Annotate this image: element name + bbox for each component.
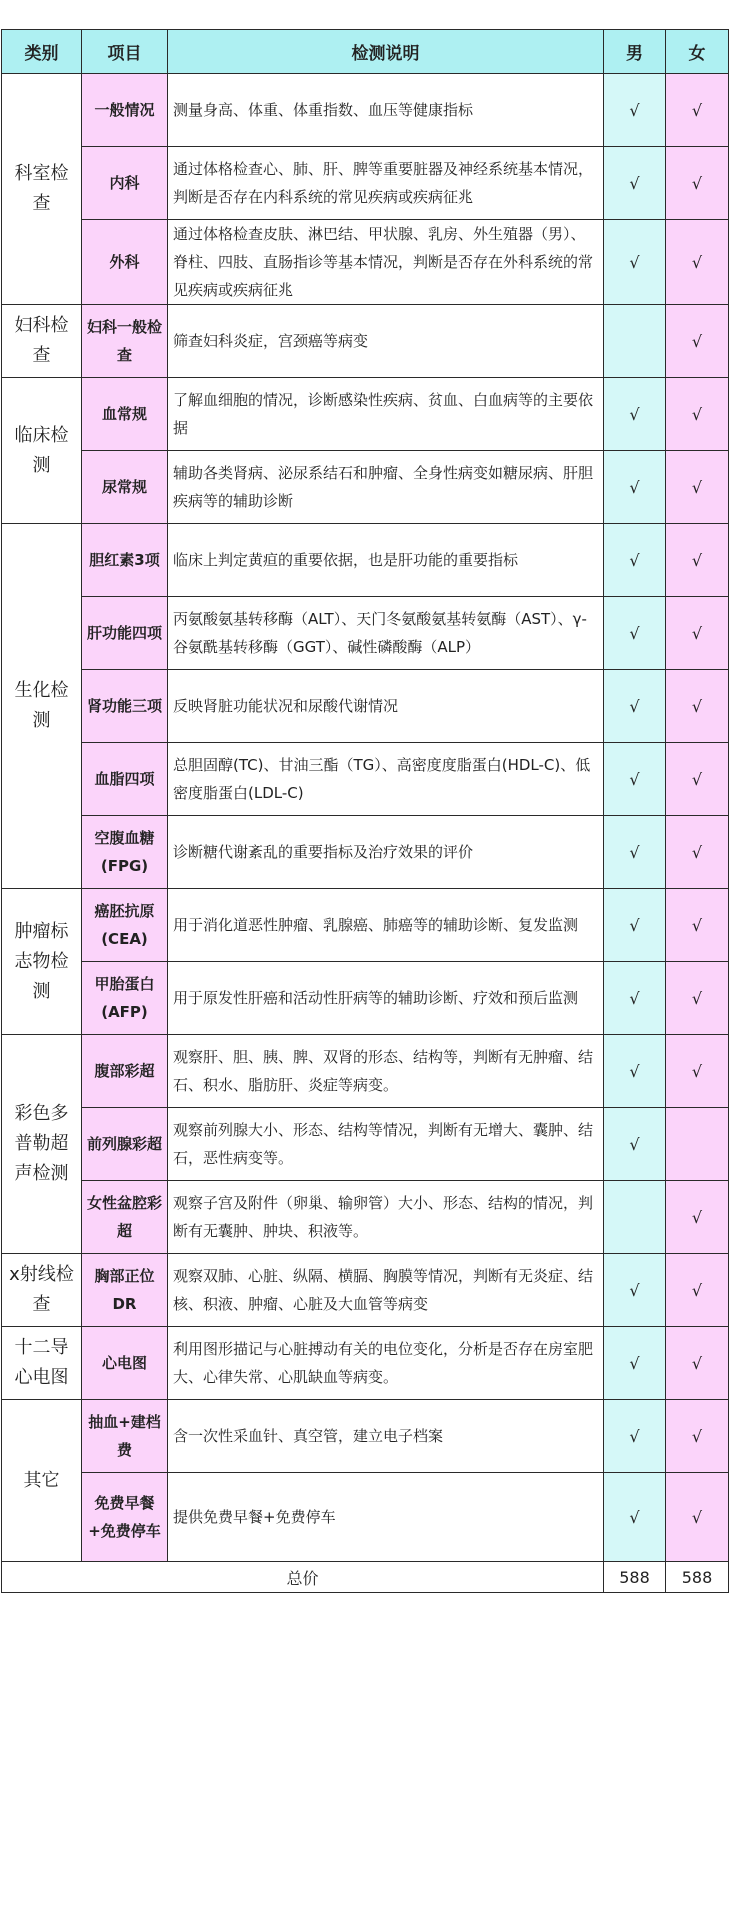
item-cell: 胸部正位DR [82, 1254, 168, 1327]
table-row [2, 220, 729, 305]
table-row [2, 670, 729, 743]
table-row [2, 816, 729, 889]
item-cell: 女性盆腔彩超 [82, 1181, 168, 1254]
male-check-cell: √ [604, 670, 666, 743]
description-cell: 观察双肺、心脏、纵隔、横膈、胸膜等情况，判断有无炎症、结核、积液、肿瘤、心脏及大血管等病变 [168, 1254, 604, 1327]
table-row [2, 147, 729, 220]
male-check-cell: √ [604, 889, 666, 962]
male-check-cell [604, 1181, 666, 1254]
table-row [2, 378, 729, 451]
male-check-cell: √ [604, 1327, 666, 1400]
table-row [2, 889, 729, 962]
header-female: 女 [666, 30, 729, 74]
table-row [2, 1473, 729, 1562]
item-cell: 空腹血糖(FPG) [82, 816, 168, 889]
table-row [2, 962, 729, 1035]
item-cell: 外科 [82, 220, 168, 305]
female-check-cell: √ [666, 1327, 729, 1400]
description-cell: 含一次性采血针、真空管，建立电子档案 [168, 1400, 604, 1473]
item-cell: 癌胚抗原(CEA) [82, 889, 168, 962]
female-check-cell: √ [666, 1035, 729, 1108]
item-cell: 肾功能三项 [82, 670, 168, 743]
category-cell: 十二导心电图 [2, 1327, 82, 1400]
female-check-cell: √ [666, 1254, 729, 1327]
description-cell: 了解血细胞的情况，诊断感染性疾病、贫血、白血病等的主要依据 [168, 378, 604, 451]
table-row [2, 74, 729, 147]
item-cell: 抽血+建档费 [82, 1400, 168, 1473]
description-cell: 丙氨酸氨基转移酶（ALT）、天门冬氨酸氨基转氨酶（AST）、γ-谷氨酰基转移酶（GGT）、碱性磷酸酶（ALP） [168, 597, 604, 670]
item-cell: 一般情况 [82, 74, 168, 147]
female-check-cell: √ [666, 597, 729, 670]
category-cell: 肿瘤标志物检测 [2, 889, 82, 1035]
item-cell: 血脂四项 [82, 743, 168, 816]
female-check-cell [666, 1108, 729, 1181]
header-male: 男 [604, 30, 666, 74]
table-row [2, 1327, 729, 1400]
description-cell: 利用图形描记与心脏搏动有关的电位变化，分析是否存在房室肥大、心律失常、心肌缺血等病变。 [168, 1327, 604, 1400]
female-check-cell: √ [666, 305, 729, 378]
male-check-cell: √ [604, 74, 666, 147]
female-check-cell: √ [666, 1400, 729, 1473]
male-check-cell: √ [604, 220, 666, 305]
exam-package-table [1, 29, 729, 1593]
female-check-cell: √ [666, 220, 729, 305]
total-row [2, 1562, 729, 1593]
table-row [2, 1181, 729, 1254]
table-row [2, 1254, 729, 1327]
category-cell: 科室检查 [2, 74, 82, 305]
description-cell: 诊断糖代谢紊乱的重要指标及治疗效果的评价 [168, 816, 604, 889]
item-cell: 心电图 [82, 1327, 168, 1400]
female-check-cell: √ [666, 147, 729, 220]
table-row [2, 597, 729, 670]
item-cell: 血常规 [82, 378, 168, 451]
item-cell: 内科 [82, 147, 168, 220]
category-cell: 生化检测 [2, 524, 82, 889]
total-female-price: 588 [666, 1562, 729, 1593]
description-cell: 观察肝、胆、胰、脾、双肾的形态、结构等，判断有无肿瘤、结石、积水、脂肪肝、炎症等病变。 [168, 1035, 604, 1108]
male-check-cell: √ [604, 1400, 666, 1473]
description-cell: 反映肾脏功能状况和尿酸代谢情况 [168, 670, 604, 743]
male-check-cell [604, 305, 666, 378]
table-row [2, 743, 729, 816]
item-cell: 前列腺彩超 [82, 1108, 168, 1181]
description-cell: 用于原发性肝癌和活动性肝病等的辅助诊断、疗效和预后监测 [168, 962, 604, 1035]
item-cell: 腹部彩超 [82, 1035, 168, 1108]
male-check-cell: √ [604, 816, 666, 889]
female-check-cell: √ [666, 1473, 729, 1562]
male-check-cell: √ [604, 147, 666, 220]
item-cell: 甲胎蛋白(AFP) [82, 962, 168, 1035]
item-cell: 妇科一般检查 [82, 305, 168, 378]
item-cell: 尿常规 [82, 451, 168, 524]
male-check-cell: √ [604, 597, 666, 670]
table-row [2, 1108, 729, 1181]
table-row [2, 524, 729, 597]
item-cell: 免费早餐+免费停车 [82, 1473, 168, 1562]
female-check-cell: √ [666, 74, 729, 147]
description-cell: 通过体格检查心、肺、肝、脾等重要脏器及神经系统基本情况，判断是否存在内科系统的常见疾病或疾病征兆 [168, 147, 604, 220]
description-cell: 辅助各类肾病、泌尿系结石和肿瘤、全身性病变如糖尿病、肝胆疾病等的辅助诊断 [168, 451, 604, 524]
male-check-cell: √ [604, 962, 666, 1035]
male-check-cell: √ [604, 1108, 666, 1181]
description-cell: 总胆固醇(TC)、甘油三酯（TG）、高密度度脂蛋白(HDL-C)、低密度脂蛋白(LDL-C) [168, 743, 604, 816]
female-check-cell: √ [666, 889, 729, 962]
female-check-cell: √ [666, 962, 729, 1035]
female-check-cell: √ [666, 743, 729, 816]
male-check-cell: √ [604, 524, 666, 597]
description-cell: 观察前列腺大小、形态、结构等情况，判断有无增大、囊肿、结石，恶性病变等。 [168, 1108, 604, 1181]
female-check-cell: √ [666, 451, 729, 524]
female-check-cell: √ [666, 816, 729, 889]
female-check-cell: √ [666, 524, 729, 597]
table-header-row [2, 30, 729, 74]
header-description: 检测说明 [168, 30, 604, 74]
table-row [2, 1400, 729, 1473]
total-male-price: 588 [604, 1562, 666, 1593]
male-check-cell: √ [604, 451, 666, 524]
description-cell: 用于消化道恶性肿瘤、乳腺癌、肺癌等的辅助诊断、复发监测 [168, 889, 604, 962]
male-check-cell: √ [604, 1473, 666, 1562]
category-cell: 妇科检查 [2, 305, 82, 378]
category-cell: 彩色多普勒超声检测 [2, 1035, 82, 1254]
description-cell: 通过体格检查皮肤、淋巴结、甲状腺、乳房、外生殖器（男）、脊柱、四肢、直肠指诊等基本情况，判断是否存在外科系统的常见疾病或疾病征兆 [168, 220, 604, 305]
male-check-cell: √ [604, 1254, 666, 1327]
total-label: 总价 [2, 1562, 604, 1593]
item-cell: 肝功能四项 [82, 597, 168, 670]
category-cell: 其它 [2, 1400, 82, 1562]
table-row [2, 305, 729, 378]
category-cell: 临床检测 [2, 378, 82, 524]
header-item: 项目 [82, 30, 168, 74]
description-cell: 临床上判定黄疸的重要依据，也是肝功能的重要指标 [168, 524, 604, 597]
description-cell: 观察子宫及附件（卵巢、输卵管）大小、形态、结构的情况，判断有无囊肿、肿块、积液等。 [168, 1181, 604, 1254]
description-cell: 提供免费早餐+免费停车 [168, 1473, 604, 1562]
female-check-cell: √ [666, 670, 729, 743]
description-cell: 筛查妇科炎症，宫颈癌等病变 [168, 305, 604, 378]
description-cell: 测量身高、体重、体重指数、血压等健康指标 [168, 74, 604, 147]
male-check-cell: √ [604, 1035, 666, 1108]
header-category: 类别 [2, 30, 82, 74]
table-row [2, 451, 729, 524]
female-check-cell: √ [666, 378, 729, 451]
table-row [2, 1035, 729, 1108]
male-check-cell: √ [604, 743, 666, 816]
female-check-cell: √ [666, 1181, 729, 1254]
male-check-cell: √ [604, 378, 666, 451]
item-cell: 胆红素3项 [82, 524, 168, 597]
category-cell: x射线检查 [2, 1254, 82, 1327]
